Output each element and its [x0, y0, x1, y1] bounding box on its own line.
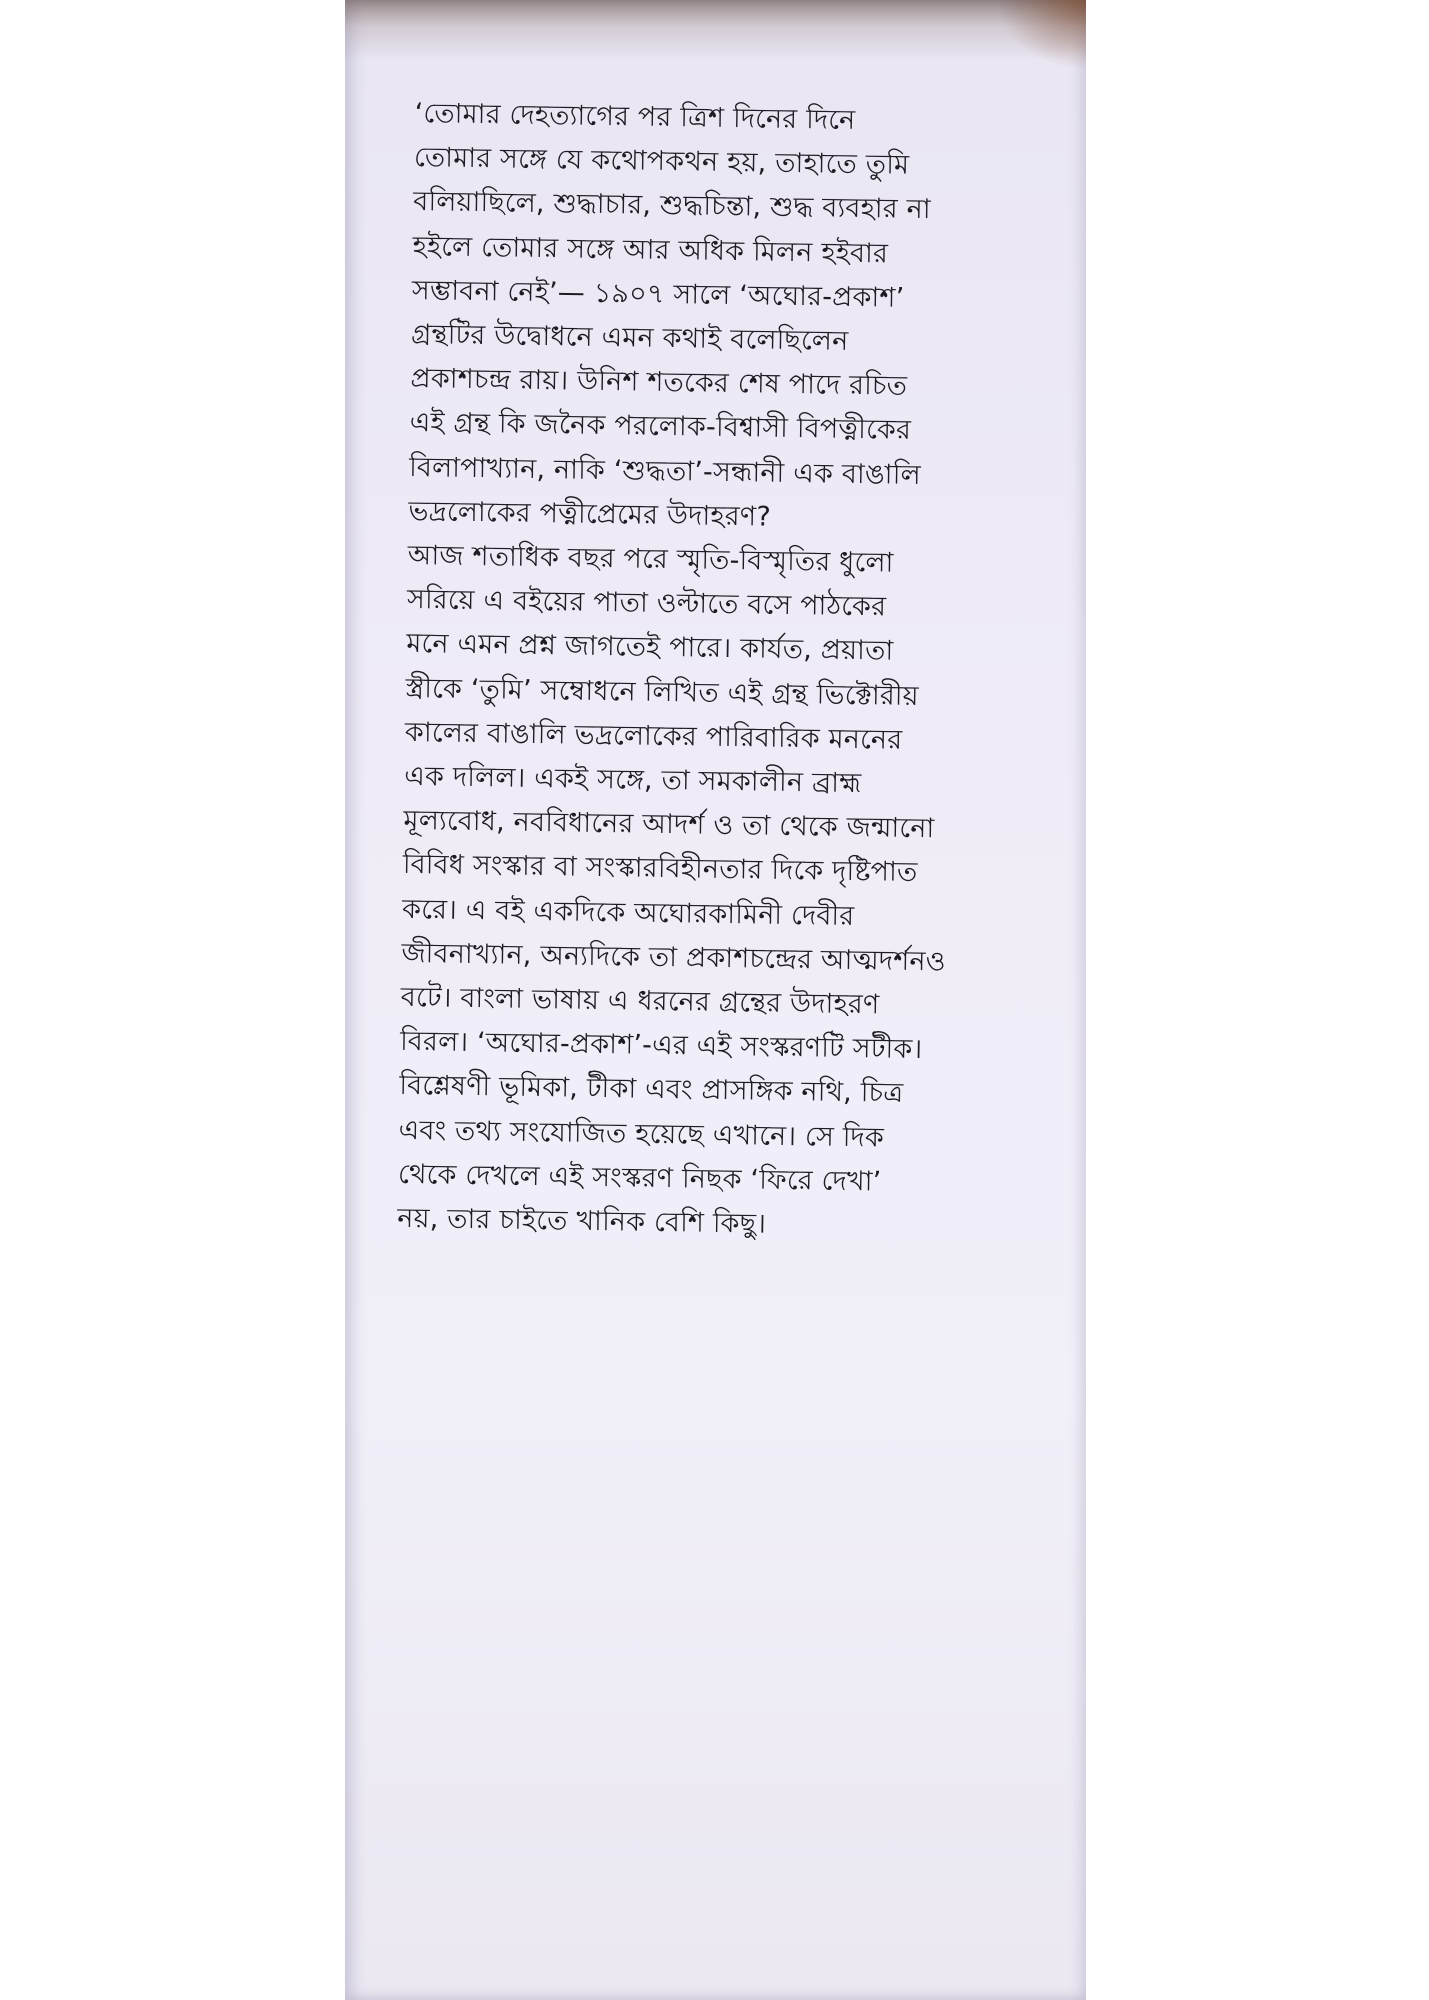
- text-line: সম্ভাবনা নেই’— ১৯০৭ সালে ‘অঘোর-প্রকাশ’: [411, 274, 905, 314]
- text-line: বিশ্লেষণী ভূমিকা, টীকা এবং প্রাসঙ্গিক নথি, চিত্র: [399, 1070, 904, 1110]
- text-line: জীবনাখ্যান, অন্যদিকে তা প্রকাশচন্দ্রের আত্মদর্শনও: [401, 937, 947, 978]
- text-line: এই গ্রন্থ কি জনৈক পরলোক-বিশ্বাসী বিপত্নীকের: [409, 407, 912, 447]
- text-line: বিবিধ সংস্কার বা সংস্কারবিহীনতার দিকে দৃষ্টিপাত: [402, 849, 918, 889]
- text-line: মনে এমন প্রশ্ন জাগতেই পারে। কার্যত, প্রয়াতা: [406, 628, 894, 668]
- text-line: প্রকাশচন্দ্র রায়। উনিশ শতকের শেষ পাদে রচিত: [410, 363, 908, 402]
- background-left: [0, 0, 345, 2000]
- text-line: গ্রন্থটির উদ্বোধনে এমন কথাই বলেছিলেন: [410, 318, 849, 357]
- text-line: এক দলিল। একই সঙ্গে, তা সমকালীন ব্রাহ্ম: [404, 760, 862, 800]
- finger-shadow: [996, 0, 1086, 70]
- text-line: করে। এ বই একদিকে অঘোরকামিনী দেবীর: [401, 893, 855, 932]
- text-line: বলিয়াছিলে, শুদ্ধাচার, শুদ্ধচিন্তা, শুদ্ধ ব্যবহার না: [413, 186, 932, 226]
- text-line: নয়, তার চাইতে খানিক বেশি কিছু।: [397, 1202, 767, 1240]
- text-line: ভদ্রলোকের পত্নীপ্রেমের উদাহরণ?: [408, 495, 772, 533]
- text-line: ‘তোমার দেহত্যাগের পর ত্রিশ দিনের দিনে: [414, 97, 856, 136]
- text-line: সরিয়ে এ বইয়ের পাতা ওল্টাতে বসে পাঠকের: [406, 584, 887, 623]
- text-line: আজ শতাধিক বছর পরে স্মৃতি-বিস্মৃতির ধুলো: [407, 539, 894, 579]
- blurb-text: [397, 92, 1055, 1251]
- text-line: হইলে তোমার সঙ্গে আর অধিক মিলন হইবার: [412, 230, 889, 270]
- top-shadow: [345, 0, 1086, 60]
- text-line: বটে। বাংলা ভাষায় এ ধরনের গ্রন্থের উদাহরণ: [400, 981, 880, 1021]
- text-line: বিলাপাখ্যান, নাকি ‘শুদ্ধতা’-সন্ধানী এক বাঙালি: [408, 451, 922, 491]
- text-line: এবং তথ্য সংযোজিত হয়েছে এখানে। সে দিক: [398, 1114, 885, 1154]
- text-line: কালের বাঙালি ভদ্রলোকের পারিবারিক মননের: [404, 716, 903, 756]
- text-line: থেকে দেখলে এই সংস্করণ নিছক ‘ফিরে দেখা’: [397, 1158, 882, 1198]
- text-line: মূল্যবোধ, নববিধানের আদর্শ ও তা থেকে জন্মানো: [403, 805, 935, 845]
- background-right: [1086, 0, 1429, 2000]
- text-line: স্ত্রীকে ‘তুমি’ সম্বোধনে লিখিত এই গ্রন্থ ভিক্টোরীয়: [405, 672, 920, 712]
- text-line: বিরল। ‘অঘোর-প্রকাশ’-এর এই সংস্করণটি সটীক।: [399, 1026, 923, 1066]
- book-flap-page: [345, 0, 1086, 2000]
- text-line: তোমার সঙ্গে যে কথোপকথন হয়, তাহাতে তুমি: [413, 142, 910, 181]
